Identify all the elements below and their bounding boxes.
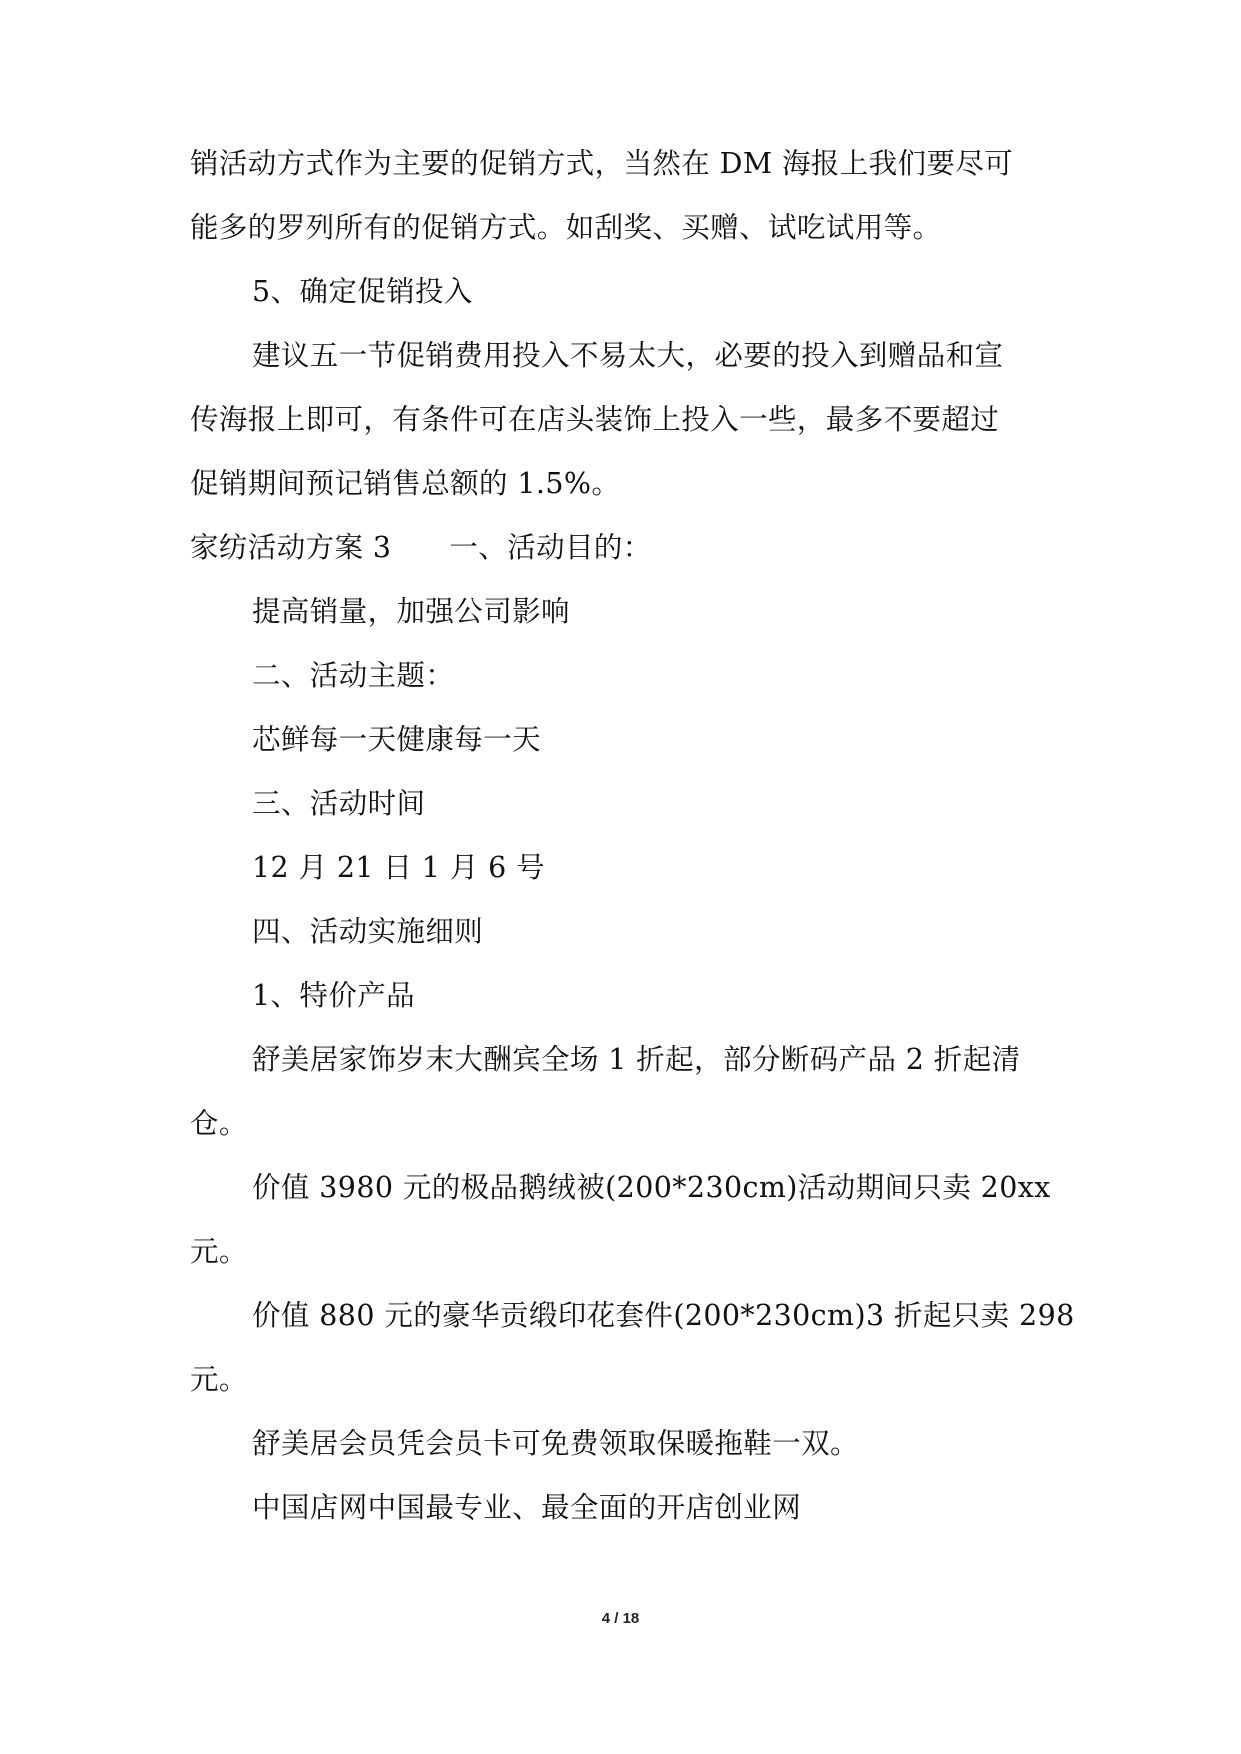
- text-line-6: 促销期间预记销售总额的 1.5%。: [190, 467, 621, 500]
- text-line-19: 元。: [190, 1235, 248, 1268]
- text-line-5: 传海报上即可，有条件可在店头装饰上投入一些，最多不要超过: [190, 403, 1000, 436]
- text-line-17: 仓。: [190, 1107, 248, 1140]
- section-heading-goal: 一、活动目的：: [449, 531, 652, 564]
- text-line-18: 价值 3980 元的极品鹅绒被(200*230cm)活动期间只卖 20xx: [252, 1171, 1051, 1204]
- text-line-2: 能多的罗列所有的促销方式。如刮奖、买赠、试吃试用等。: [190, 211, 942, 244]
- text-line-4: 建议五一节促销费用投入不易太大，必要的投入到赠品和宣: [252, 339, 1004, 372]
- text-line-time: 12 月 21 日 1 月 6 号: [252, 851, 546, 884]
- section-heading-time: 三、活动时间: [252, 787, 426, 820]
- section-heading-promotion-budget: 5、确定促销投入: [252, 275, 473, 308]
- plan-title-line: [190, 528, 652, 568]
- text-line-23: 中国店网中国最专业、最全面的开店创业网: [252, 1491, 802, 1524]
- text-line-22: 舒美居会员凭会员卡可免费领取保暖拖鞋一双。: [252, 1427, 859, 1460]
- page-number: 4 / 18: [601, 1610, 640, 1627]
- text-line-21: 元。: [190, 1363, 248, 1396]
- text-line-goal: 提高销量，加强公司影响: [252, 595, 570, 628]
- section-heading-special-products: 1、特价产品: [252, 979, 416, 1012]
- section-heading-details: 四、活动实施细则: [252, 915, 484, 948]
- text-line-16: 舒美居家饰岁末大酬宾全场 1 折起，部分断码产品 2 折起清: [252, 1043, 1021, 1076]
- section-heading-theme: 二、活动主题：: [252, 659, 455, 692]
- text-line-20: 价值 880 元的豪华贡缎印花套件(200*230cm)3 折起只卖 298: [252, 1299, 1075, 1332]
- text-line-theme: 芯鲜每一天健康每一天: [252, 723, 542, 756]
- plan-title: 家纺活动方案 3: [190, 531, 392, 564]
- text-line-1: 销活动方式作为主要的促销方式，当然在 DM 海报上我们要尽可: [190, 147, 1014, 180]
